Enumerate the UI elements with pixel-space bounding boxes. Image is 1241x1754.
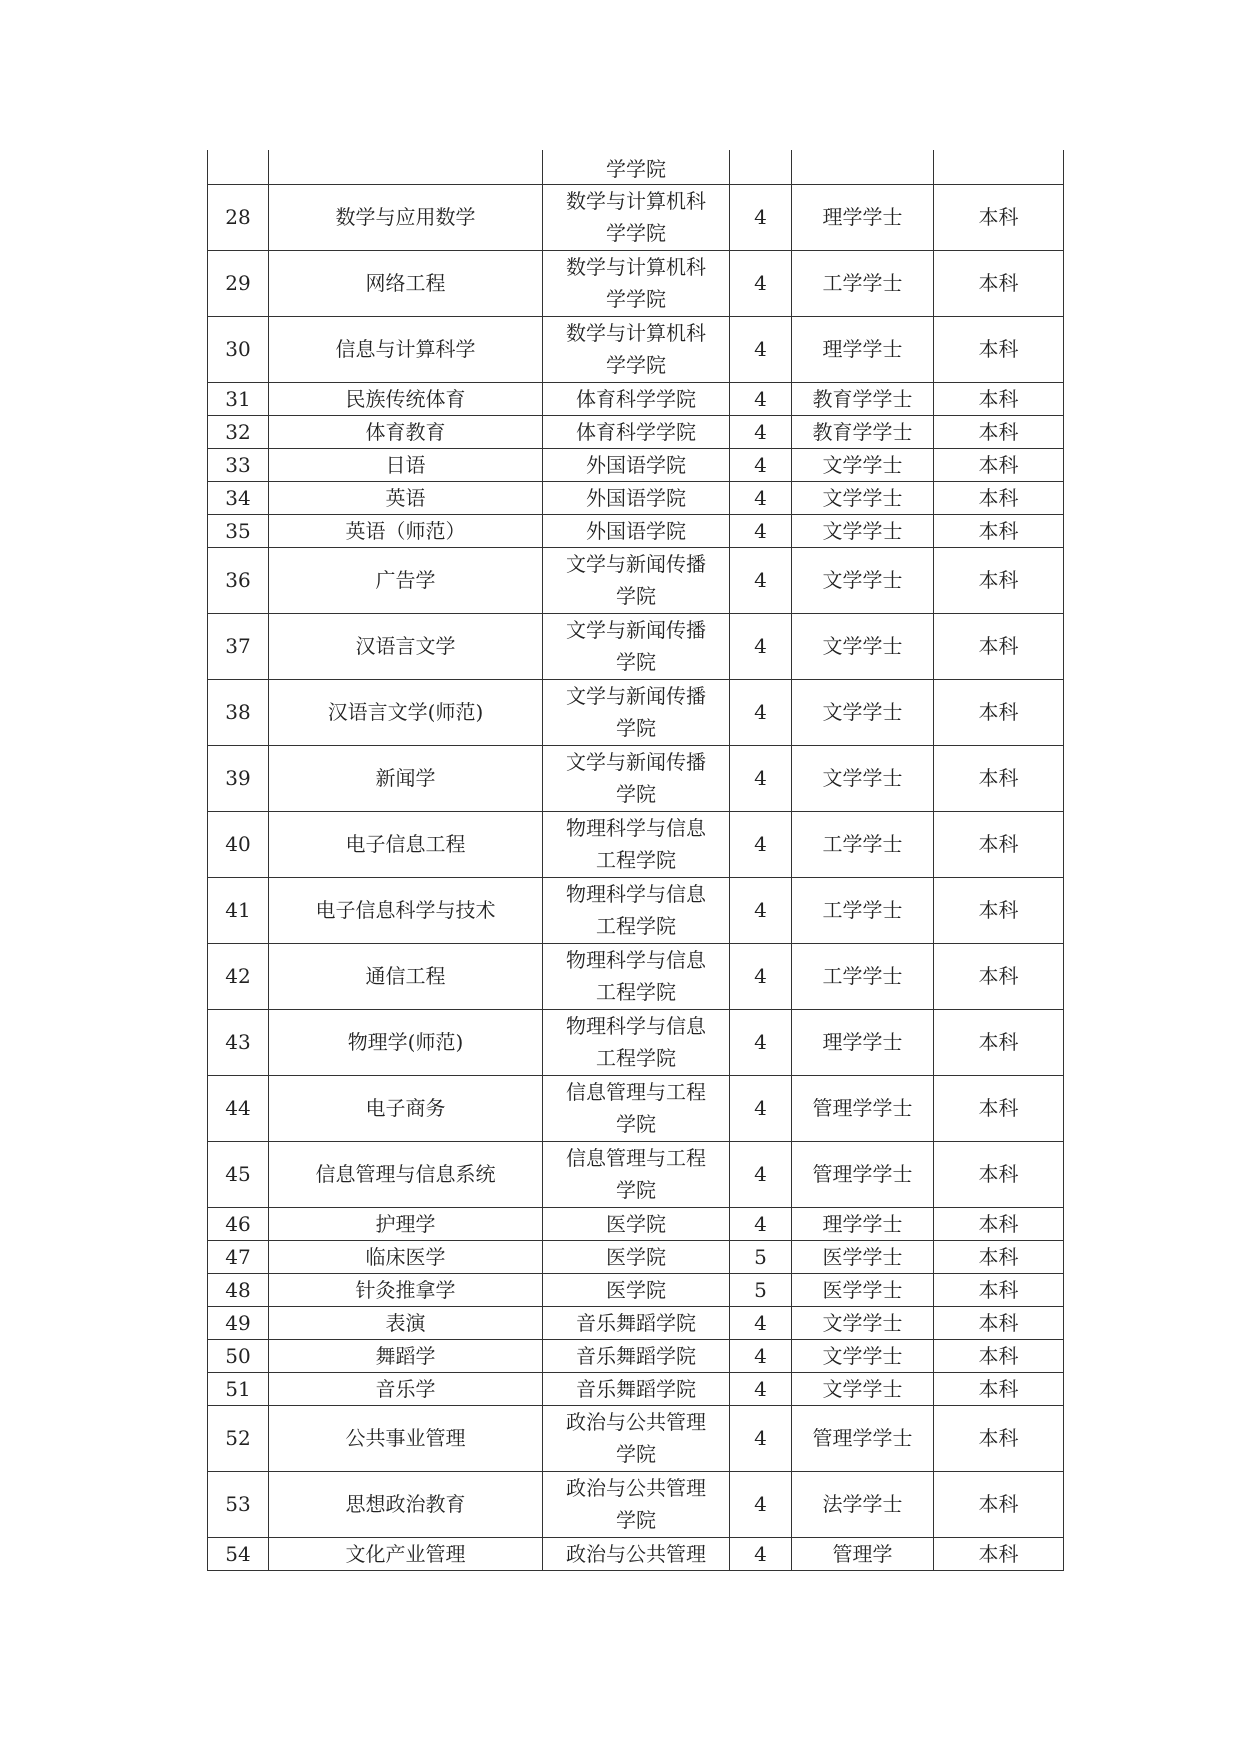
cell-college	[543, 1471, 730, 1537]
cell-major: 广告学	[269, 547, 543, 613]
table-row	[208, 481, 1064, 514]
college-line-1: 信息管理与工程	[566, 1146, 706, 1170]
cell-years: 4	[730, 613, 792, 679]
cell-major: 民族传统体育	[269, 382, 543, 415]
cell-major: 网络工程	[269, 250, 543, 316]
table-row	[208, 250, 1064, 316]
cell-level: 本科	[934, 415, 1064, 448]
cell-major: 公共事业管理	[269, 1405, 543, 1471]
cell-college	[543, 1306, 730, 1339]
table-row	[208, 745, 1064, 811]
cell-no: 31	[208, 382, 269, 415]
cell-major: 汉语言文学(师范)	[269, 679, 543, 745]
cell-degree: 理学学士	[792, 1207, 934, 1240]
cell-college	[543, 679, 730, 745]
college-line-2: 学院	[616, 1112, 656, 1136]
college-line-1: 文学与新闻传播	[566, 684, 706, 708]
cell-no: 53	[208, 1471, 269, 1537]
cell-degree: 文学学士	[792, 613, 934, 679]
cell-level: 本科	[934, 316, 1064, 382]
cell-degree: 工学学士	[792, 250, 934, 316]
college-line-1: 文学与新闻传播	[566, 618, 706, 642]
table-row-continuation	[208, 150, 1064, 184]
college-line-1: 音乐舞蹈学院	[576, 1310, 696, 1335]
cell-college	[543, 1009, 730, 1075]
cell-level: 本科	[934, 1207, 1064, 1240]
cell-major: 音乐学	[269, 1372, 543, 1405]
college-line-2: 学院	[616, 584, 656, 608]
cell-level: 本科	[934, 877, 1064, 943]
cell-years: 4	[730, 943, 792, 1009]
cell-college	[543, 1273, 730, 1306]
cell-level: 本科	[934, 943, 1064, 1009]
cell-years: 4	[730, 415, 792, 448]
cell-major: 思想政治教育	[269, 1471, 543, 1537]
cell-years: 4	[730, 1339, 792, 1372]
cell-years: 4	[730, 1141, 792, 1207]
cell-years: 4	[730, 250, 792, 316]
college-line-1: 数学与计算机科	[566, 189, 706, 213]
cell-college	[543, 1141, 730, 1207]
cell-years: 4	[730, 481, 792, 514]
college-line-2: 学院	[616, 716, 656, 740]
cell-college	[543, 1339, 730, 1372]
college-line-1: 医学院	[606, 1244, 666, 1269]
cell-college	[543, 1207, 730, 1240]
cell-years: 4	[730, 316, 792, 382]
cell-major: 电子信息工程	[269, 811, 543, 877]
cell-level: 本科	[934, 1240, 1064, 1273]
cell-level: 本科	[934, 1537, 1064, 1570]
cell-level: 本科	[934, 1339, 1064, 1372]
cell-no: 33	[208, 448, 269, 481]
cell-level: 本科	[934, 1075, 1064, 1141]
college-line-1: 外国语学院	[586, 452, 686, 477]
cell-years: 4	[730, 1537, 792, 1570]
cell-no: 50	[208, 1339, 269, 1372]
college-line-2: 工程学院	[596, 1046, 676, 1070]
cell-no: 54	[208, 1537, 269, 1570]
cell-no: 41	[208, 877, 269, 943]
cell-college	[543, 547, 730, 613]
table-row	[208, 1273, 1064, 1306]
cell-college	[543, 613, 730, 679]
cell-no: 46	[208, 1207, 269, 1240]
cell-college	[543, 1240, 730, 1273]
college-line-1: 政治与公共管理	[566, 1476, 706, 1500]
college-line-2: 工程学院	[596, 848, 676, 872]
college-line-1: 音乐舞蹈学院	[576, 1376, 696, 1401]
cell-no: 29	[208, 250, 269, 316]
table-row	[208, 943, 1064, 1009]
cell-degree: 管理学学士	[792, 1075, 934, 1141]
college-line-2: 学学院	[606, 221, 666, 245]
cell-level: 本科	[934, 547, 1064, 613]
cell-college	[543, 316, 730, 382]
cell-degree: 教育学学士	[792, 382, 934, 415]
cell-major: 电子信息科学与技术	[269, 877, 543, 943]
cell-degree: 文学学士	[792, 448, 934, 481]
cell-no	[208, 150, 269, 184]
cell-level: 本科	[934, 1009, 1064, 1075]
table-row	[208, 1537, 1064, 1570]
cell-college: 学学院	[543, 150, 730, 184]
table-row	[208, 1339, 1064, 1372]
table-row	[208, 679, 1064, 745]
cell-level: 本科	[934, 1306, 1064, 1339]
cell-college	[543, 415, 730, 448]
cell-college	[543, 382, 730, 415]
table-row	[208, 613, 1064, 679]
college-line-1: 外国语学院	[586, 485, 686, 510]
cell-no: 40	[208, 811, 269, 877]
cell-degree: 工学学士	[792, 877, 934, 943]
college-line-2: 学院	[616, 1442, 656, 1466]
cell-major: 汉语言文学	[269, 613, 543, 679]
cell-college	[543, 1405, 730, 1471]
cell-no: 47	[208, 1240, 269, 1273]
cell-college	[543, 1537, 730, 1570]
table-row	[208, 316, 1064, 382]
cell-college	[543, 877, 730, 943]
cell-degree: 法学学士	[792, 1471, 934, 1537]
cell-degree: 工学学士	[792, 811, 934, 877]
table-row	[208, 382, 1064, 415]
cell-years: 4	[730, 1372, 792, 1405]
cell-level: 本科	[934, 250, 1064, 316]
cell-degree: 理学学士	[792, 1009, 934, 1075]
cell-major: 新闻学	[269, 745, 543, 811]
cell-major: 英语	[269, 481, 543, 514]
cell-major: 信息管理与信息系统	[269, 1141, 543, 1207]
cell-degree: 工学学士	[792, 943, 934, 1009]
college-line-1: 物理科学与信息	[566, 948, 706, 972]
college-line-2: 学院	[616, 782, 656, 806]
cell-degree: 医学学士	[792, 1273, 934, 1306]
cell-major: 表演	[269, 1306, 543, 1339]
cell-no: 28	[208, 184, 269, 250]
cell-no: 49	[208, 1306, 269, 1339]
cell-level: 本科	[934, 745, 1064, 811]
cell-no: 48	[208, 1273, 269, 1306]
table-row	[208, 1141, 1064, 1207]
cell-major: 电子商务	[269, 1075, 543, 1141]
cell-years: 5	[730, 1240, 792, 1273]
cell-college	[543, 1075, 730, 1141]
cell-degree: 文学学士	[792, 745, 934, 811]
cell-level: 本科	[934, 1405, 1064, 1471]
table-row	[208, 184, 1064, 250]
college-line-2: 工程学院	[596, 980, 676, 1004]
table-row	[208, 1207, 1064, 1240]
table-row	[208, 547, 1064, 613]
cell-degree: 文学学士	[792, 1306, 934, 1339]
cell-degree: 管理学学士	[792, 1405, 934, 1471]
cell-college	[543, 184, 730, 250]
college-line-1: 体育科学学院	[576, 419, 696, 444]
cell-level: 本科	[934, 1372, 1064, 1405]
cell-no: 30	[208, 316, 269, 382]
table-row	[208, 1471, 1064, 1537]
cell-major: 信息与计算科学	[269, 316, 543, 382]
college-line-1: 医学院	[606, 1277, 666, 1302]
cell-years: 4	[730, 877, 792, 943]
college-line-1: 数学与计算机科	[566, 255, 706, 279]
cell-college	[543, 811, 730, 877]
cell-no: 34	[208, 481, 269, 514]
college-line-1: 物理科学与信息	[566, 816, 706, 840]
cell-years: 5	[730, 1273, 792, 1306]
college-line-2: 学学院	[606, 287, 666, 311]
cell-major: 数学与应用数学	[269, 184, 543, 250]
cell-major: 文化产业管理	[269, 1537, 543, 1570]
table-row	[208, 1240, 1064, 1273]
cell-years: 4	[730, 811, 792, 877]
table-row	[208, 877, 1064, 943]
cell-years: 4	[730, 1009, 792, 1075]
cell-major: 英语（师范）	[269, 514, 543, 547]
college-line-1: 物理科学与信息	[566, 1014, 706, 1038]
majors-table	[207, 150, 1064, 1571]
college-line-1: 数学与计算机科	[566, 321, 706, 345]
cell-no: 51	[208, 1372, 269, 1405]
cell-years: 4	[730, 382, 792, 415]
college-line-1: 文学与新闻传播	[566, 552, 706, 576]
cell-no: 45	[208, 1141, 269, 1207]
cell-major: 舞蹈学	[269, 1339, 543, 1372]
cell-no: 39	[208, 745, 269, 811]
college-line-2: 学院	[616, 1178, 656, 1202]
cell-college	[543, 1372, 730, 1405]
college-line-1: 信息管理与工程	[566, 1080, 706, 1104]
cell-level: 本科	[934, 481, 1064, 514]
cell-degree: 文学学士	[792, 679, 934, 745]
cell-level: 本科	[934, 1471, 1064, 1537]
cell-no: 38	[208, 679, 269, 745]
cell-level: 本科	[934, 1273, 1064, 1306]
cell-degree: 文学学士	[792, 514, 934, 547]
cell-no: 37	[208, 613, 269, 679]
college-line-1: 体育科学学院	[576, 386, 696, 411]
college-line-1: 政治与公共管理	[566, 1410, 706, 1434]
cell-level: 本科	[934, 382, 1064, 415]
cell-years	[730, 150, 792, 184]
cell-major: 体育教育	[269, 415, 543, 448]
table-row	[208, 514, 1064, 547]
cell-major: 临床医学	[269, 1240, 543, 1273]
college-line-2: 学院	[616, 650, 656, 674]
cell-years: 4	[730, 514, 792, 547]
cell-major: 护理学	[269, 1207, 543, 1240]
cell-degree: 文学学士	[792, 481, 934, 514]
cell-degree: 医学学士	[792, 1240, 934, 1273]
cell-years: 4	[730, 1306, 792, 1339]
table-row	[208, 1405, 1064, 1471]
cell-degree: 文学学士	[792, 547, 934, 613]
cell-no: 35	[208, 514, 269, 547]
college-line-1: 音乐舞蹈学院	[576, 1343, 696, 1368]
college-line-2: 学院	[616, 1508, 656, 1532]
cell-major: 通信工程	[269, 943, 543, 1009]
table-row	[208, 1372, 1064, 1405]
cell-college	[543, 448, 730, 481]
table-row	[208, 1075, 1064, 1141]
cell-degree: 理学学士	[792, 316, 934, 382]
cell-major	[269, 150, 543, 184]
cell-level: 本科	[934, 1141, 1064, 1207]
cell-no: 52	[208, 1405, 269, 1471]
cell-years: 4	[730, 547, 792, 613]
cell-degree: 理学学士	[792, 184, 934, 250]
college-line-1: 物理科学与信息	[566, 882, 706, 906]
table-row	[208, 448, 1064, 481]
cell-level: 本科	[934, 679, 1064, 745]
cell-no: 32	[208, 415, 269, 448]
college-line-1: 医学院	[606, 1211, 666, 1236]
cell-years: 4	[730, 1471, 792, 1537]
cell-college	[543, 514, 730, 547]
cell-college	[543, 250, 730, 316]
cell-major: 物理学(师范)	[269, 1009, 543, 1075]
cell-no: 43	[208, 1009, 269, 1075]
cell-years: 4	[730, 1207, 792, 1240]
cell-college	[543, 481, 730, 514]
cell-no: 44	[208, 1075, 269, 1141]
cell-college	[543, 943, 730, 1009]
cell-years: 4	[730, 679, 792, 745]
majors-table-body	[208, 150, 1064, 1570]
cell-level	[934, 150, 1064, 184]
college-line-1: 文学与新闻传播	[566, 750, 706, 774]
table-row	[208, 1009, 1064, 1075]
cell-no: 36	[208, 547, 269, 613]
cell-degree: 文学学士	[792, 1372, 934, 1405]
cell-years: 4	[730, 745, 792, 811]
cell-degree: 管理学	[792, 1537, 934, 1570]
cell-level: 本科	[934, 184, 1064, 250]
cell-degree: 管理学学士	[792, 1141, 934, 1207]
cell-degree: 教育学学士	[792, 415, 934, 448]
college-line-1: 外国语学院	[586, 518, 686, 543]
college-line-2: 学学院	[606, 353, 666, 377]
cell-years: 4	[730, 184, 792, 250]
cell-no: 42	[208, 943, 269, 1009]
cell-degree: 文学学士	[792, 1339, 934, 1372]
cell-degree	[792, 150, 934, 184]
college-line-2: 工程学院	[596, 914, 676, 938]
college-line-1: 政治与公共管理	[566, 1541, 706, 1566]
table-row	[208, 811, 1064, 877]
cell-level: 本科	[934, 613, 1064, 679]
cell-level: 本科	[934, 514, 1064, 547]
cell-years: 4	[730, 448, 792, 481]
cell-major: 日语	[269, 448, 543, 481]
cell-years: 4	[730, 1075, 792, 1141]
table-row	[208, 1306, 1064, 1339]
cell-college	[543, 745, 730, 811]
table-row	[208, 415, 1064, 448]
cell-major: 针灸推拿学	[269, 1273, 543, 1306]
cell-level: 本科	[934, 811, 1064, 877]
cell-level: 本科	[934, 448, 1064, 481]
cell-years: 4	[730, 1405, 792, 1471]
